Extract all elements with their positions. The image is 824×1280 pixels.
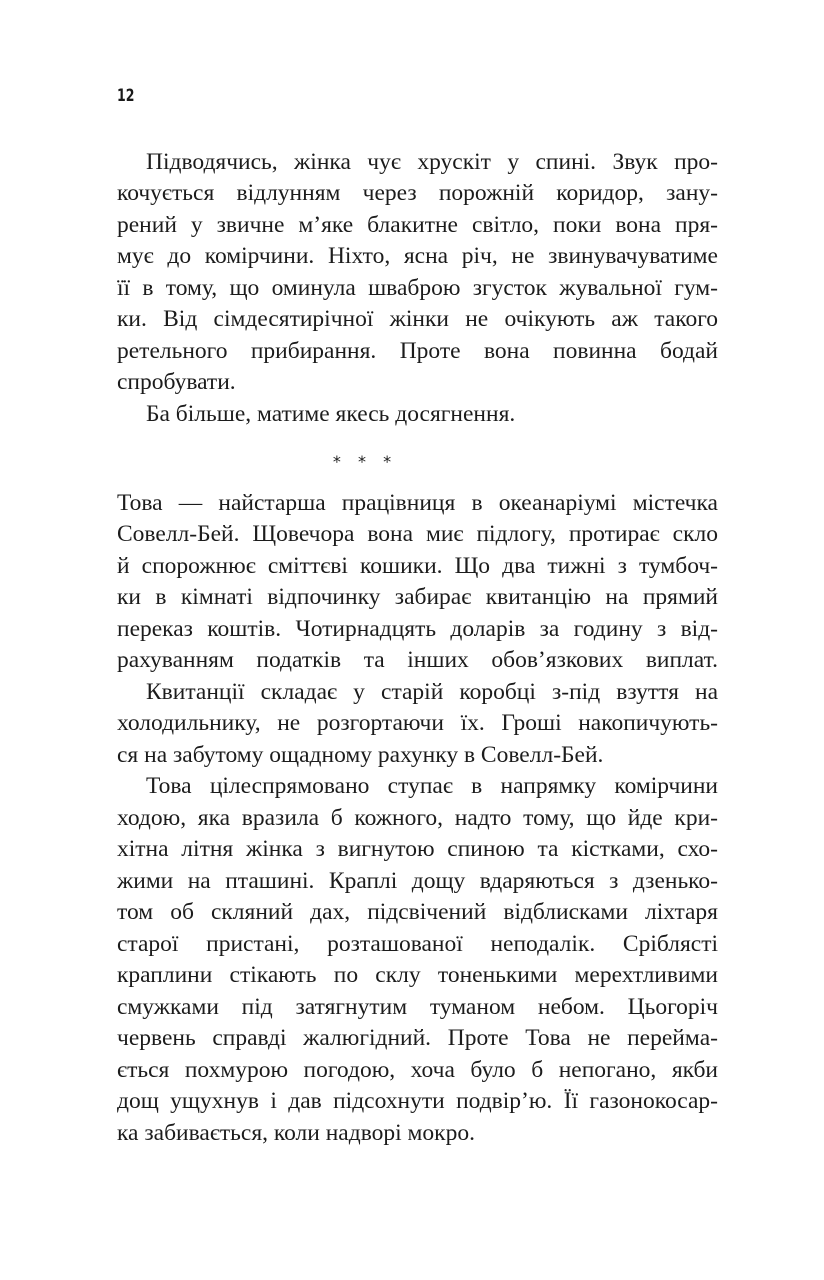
text-line: краплини стікають по склу тоненькими мерехтливими bbox=[117, 962, 718, 988]
text-line: холодильнику, не розгортаючи їх. Гроші накопичують- bbox=[117, 710, 718, 736]
text-line: смужками під затягнутим туманом небом. Цьогоріч bbox=[117, 994, 718, 1020]
text-line: й спорожнює сміттєві кошики. Що два тижні з тумбоч- bbox=[117, 553, 718, 579]
text-line: старої пристані, розташованої неподалік. Сріблясті bbox=[117, 931, 718, 957]
text-line: ретельного прибирання. Проте вона повинна бодай bbox=[117, 338, 718, 364]
text-line: мує до комірчини. Ніхто, ясна річ, не звинувачуватиме bbox=[117, 243, 718, 269]
text-line: спробувати. bbox=[117, 369, 236, 395]
text-line: її в тому, що оминула шваброю згусток жувальної гум- bbox=[117, 275, 718, 301]
text-line: Квитанції складає у старій коробці з-під взуття на bbox=[146, 679, 718, 705]
text-line: ки. Від сімдесятирічної жінки не очікують аж такого bbox=[117, 306, 718, 332]
text-line: Підводячись, жінка чує хрускіт у спині. Звук про- bbox=[146, 149, 718, 175]
section-separator: * * * bbox=[332, 452, 398, 471]
text-line: Совелл-Бей. Щовечора вона миє підлогу, протирає скло bbox=[117, 521, 718, 547]
text-line: рений у звичне м’яке блакитне світло, поки вона пря- bbox=[117, 212, 718, 238]
text-line: ходою, яка вразила б кожного, надто тому, що йде кри- bbox=[117, 805, 718, 831]
text-line: кочується відлунням через порожній коридор, зану- bbox=[117, 180, 718, 206]
text-line: хітна літня жінка з вигнутою спиною та кістками, схо- bbox=[117, 836, 718, 862]
page-number: 12 bbox=[117, 86, 135, 106]
text-line: рахуванням податків та інших обов’язкових виплат. bbox=[117, 647, 718, 673]
text-line: ється похмурою погодою, хоча було б непогано, якби bbox=[117, 1057, 718, 1083]
text-line: ки в кімнаті відпочинку забирає квитанцію на прямий bbox=[117, 584, 718, 610]
text-line: ся на забутому ощадному рахунку в Совелл-Бей. bbox=[117, 742, 604, 768]
text-line: том об скляний дах, підсвічений відблисками ліхтаря bbox=[117, 899, 718, 925]
text-line: дощ ущухнув і дав підсохнути подвір’ю. Її газонокосар- bbox=[117, 1088, 718, 1114]
text-line: ка забивається, коли надворі мокро. bbox=[117, 1120, 475, 1146]
text-line: Това — найстарша працівниця в океанаріумі містечка bbox=[117, 490, 718, 516]
text-line: переказ коштів. Чотирнадцять доларів за годину з від- bbox=[117, 616, 718, 642]
text-line: червень справді жалюгідний. Проте Това не переймa- bbox=[117, 1025, 718, 1051]
text-line: Това цілеспрямовано ступає в напрямку комірчини bbox=[146, 773, 718, 799]
text-line: жими на пташині. Краплі дощу вдаряються з дзенько- bbox=[117, 868, 718, 894]
text-line: Ба більше, матиме якесь досягнення. bbox=[146, 401, 516, 427]
